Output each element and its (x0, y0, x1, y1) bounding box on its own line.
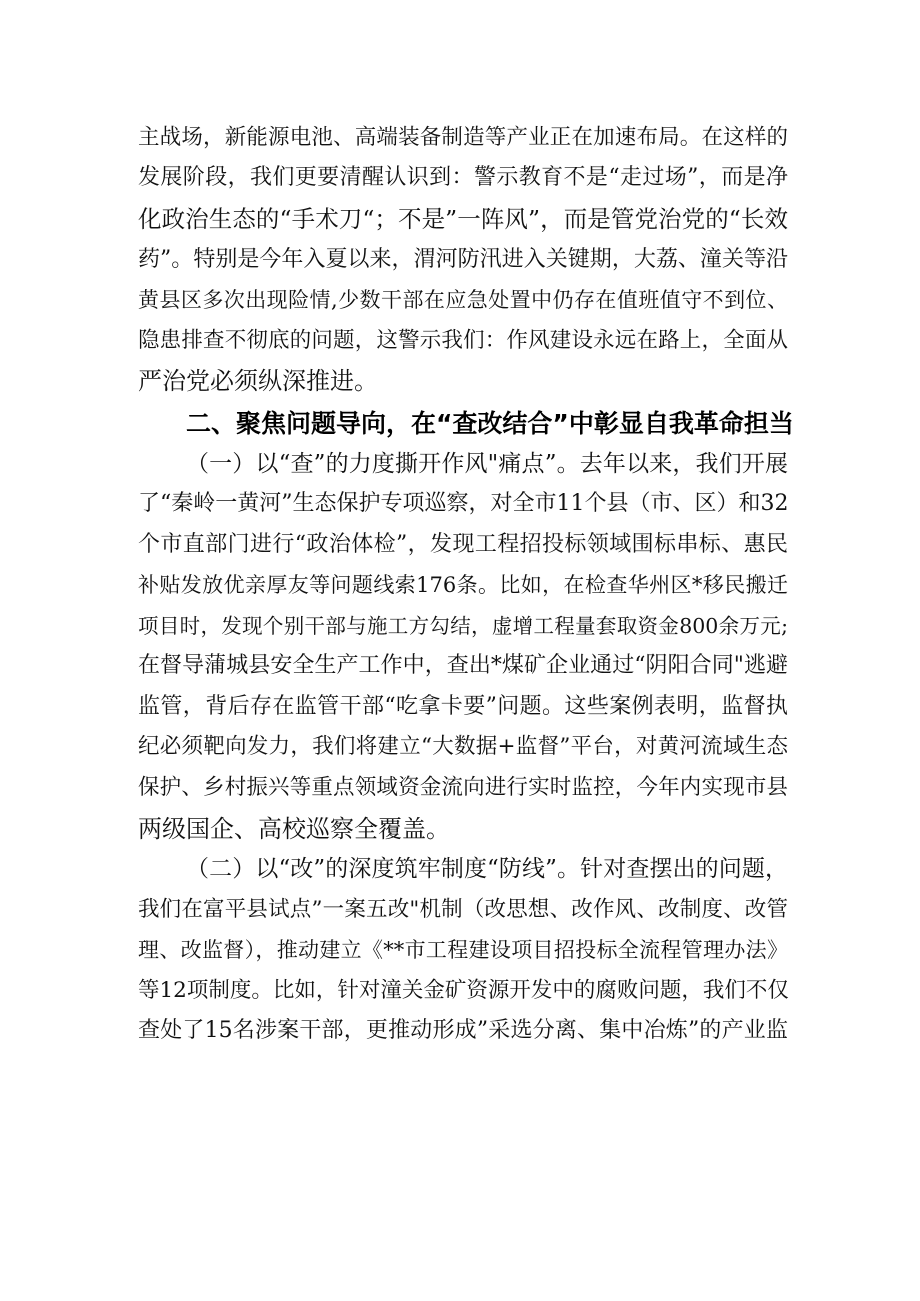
paragraph-line: 严治党必须纵深推进。 (138, 367, 378, 395)
paragraph-line: 黄县区多次出现险情,少数干部在应急处置中仍存在值班值守不到位、 (138, 288, 788, 312)
paragraph-line: 理、改监督），推动建立《**市工程建设项目招投标全流程管理办法》 (138, 938, 788, 962)
paragraph-line: 了“秦岭一黄河”生态保护专项巡察，对全市11个县（市、区）和32 (138, 491, 789, 516)
paragraph-line: 监管，背后存在监管干部“吃拿卡要”问题。这些案例表明，监督执 (138, 694, 788, 719)
paragraph-line: 个市直部门进行“政治体检”，发现工程招投标领域围标串标、惠民 (138, 532, 788, 557)
paragraph-line: 保护、乡村振兴等重点领域资金流向进行实时监控，今年内实现市县 (138, 775, 788, 800)
paragraph-line: （二）以“改”的深度筑牢制度“防线”。针对查摆出的问题， (186, 856, 788, 882)
paragraph-line: 补贴发放优亲厚友等问题线索176条。比如，在检查华州区*移民搬迁 (138, 573, 788, 597)
paragraph-line: 等12项制度。比如，针对潼关金矿资源开发中的腐败问题，我们不仅 (138, 978, 789, 1003)
paragraph-line: 在督导蒲城县安全生产工作中，查出*煤矿企业通过“阴阳合同"逃避 (138, 653, 788, 678)
section-heading: 二、聚焦问题导向，在“查改结合”中彰显自我革命担当 (186, 409, 794, 438)
paragraph-line: 隐患排查不彻底的问题，这警示我们：作风建设永远在路上，全面从 (138, 328, 788, 353)
paragraph-line: 我们在富平县试点”一案五改"机制（改思想、改作风、改制度、改管 (138, 897, 788, 922)
paragraph-line: （一）以“查”的力度撕开作风"痛点”。去年以来，我们开展 (186, 451, 788, 477)
paragraph-line: 药”。特别是今年入夏以来，渭河防汛进入关键期，大荔、潼关等沿 (138, 247, 788, 272)
paragraph-line: 两级国企、高校巡察全覆盖。 (138, 815, 450, 843)
paragraph-line: 纪必须靶向发力，我们将建立“大数据+监督”平台，对黄河流域生态 (138, 734, 788, 759)
paragraph-line: 化政治生态的“手术刀“；不是”一阵风”，而是管党治党的“长效 (138, 205, 788, 233)
paragraph-line: 主战场，新能源电池、高端装备制造等产业正在加速布局。在这样的 (138, 125, 788, 150)
paragraph-line: 查处了15名涉案干部，更推动形成”采选分离、集中冶炼”的产业监 (138, 1018, 788, 1043)
paragraph-line: 发展阶段，我们更要清醒认识到：警示教育不是“走过场”，而是净 (138, 165, 788, 190)
paragraph-line: 项目时，发现个别干部与施工方勾结，虚增工程量套取资金800余万元; (138, 614, 788, 638)
